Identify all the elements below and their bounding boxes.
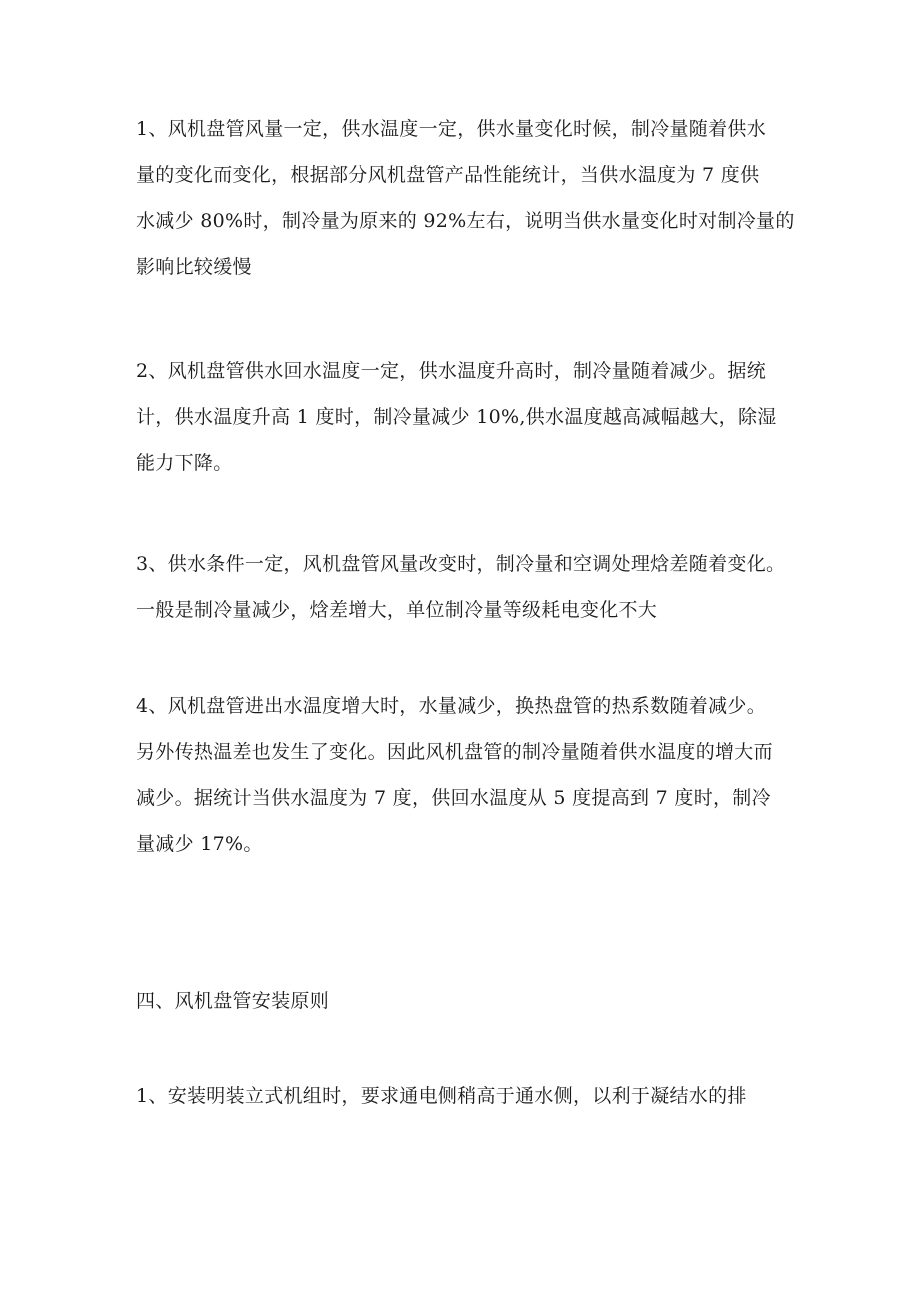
text-line: 1、安装明装立式机组时，要求通电侧稍高于通水侧，以利于凝结水的排 (136, 1085, 747, 1107)
paragraph-1 (136, 106, 796, 290)
text-line: 量减少 17%。 (136, 833, 263, 855)
heading-text: 四、风机盘管安装原则 (136, 990, 330, 1012)
text-line: 计，供水温度升高 1 度时，制冷量减少 10%,供水温度越高减幅越大，除湿 (136, 406, 777, 428)
paragraph-4 (136, 683, 796, 867)
text-line: 1、风机盘管风量一定，供水温度一定，供水量变化时候，制冷量随着供水 (136, 118, 766, 140)
paragraph-3 (136, 541, 796, 633)
section-heading (136, 978, 796, 1024)
paragraph-5 (136, 1073, 796, 1119)
text-line: 2、风机盘管供水回水温度一定，供水温度升高时，制冷量随着减少。据统 (136, 360, 766, 382)
text-line: 减少。据统计当供水温度为 7 度，供回水温度从 5 度提高到 7 度时，制冷 (136, 787, 771, 809)
paragraph-2 (136, 348, 796, 486)
text-line: 水减少 80%时，制冷量为原来的 92%左右，说明当供水量变化时对制冷量的 (136, 210, 795, 232)
text-line: 能力下降。 (136, 452, 233, 474)
text-line: 量的变化而变化，根据部分风机盘管产品性能统计，当供水温度为 7 度供 (136, 164, 760, 186)
text-line: 4、风机盘管进出水温度增大时，水量减少，换热盘管的热系数随着减少。 (136, 695, 766, 717)
text-line: 3、供水条件一定，风机盘管风量改变时，制冷量和空调处理焓差随着变化。 (136, 553, 786, 575)
text-line: 影响比较缓慢 (136, 256, 252, 278)
text-line: 一般是制冷量减少，焓差增大，单位制冷量等级耗电变化不大 (136, 599, 658, 621)
text-line: 另外传热温差也发生了变化。因此风机盘管的制冷量随着供水温度的增大而 (136, 741, 773, 763)
